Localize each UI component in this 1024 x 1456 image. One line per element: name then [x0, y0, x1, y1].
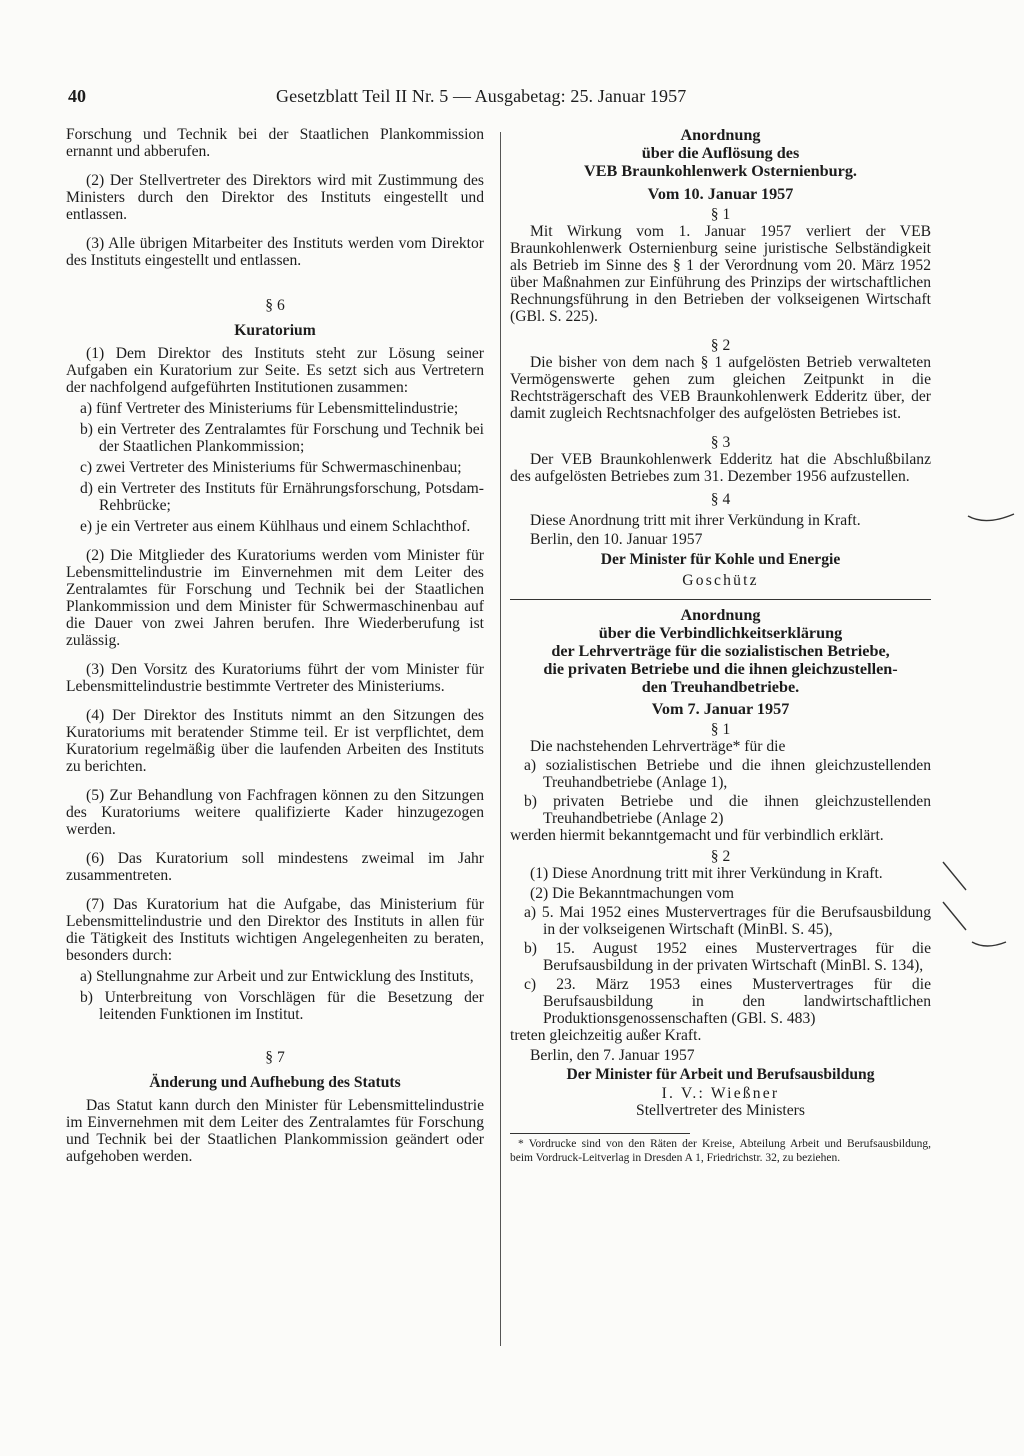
title-line: Anordnung [680, 126, 761, 144]
paragraph: (6) Das Kuratorium soll mindestens zweimal im Jahr zusammentreten. [66, 850, 484, 884]
right-column [510, 126, 931, 1165]
ordinance-title [510, 126, 931, 180]
list-item: a) sozialistischen Betriebe und die ihnen gleichzustellenden Treuhandbetriebe (Anlage 1), [524, 757, 931, 791]
paragraph: werden hiermit bekanntgemacht und für verbindlich erklärt. [510, 827, 884, 844]
signer-title: Der Minister für Arbeit und Berufsausbildung [566, 1066, 875, 1083]
margin-mark [970, 934, 1010, 952]
signer-role: Stellvertreter des Ministers [636, 1102, 805, 1119]
paragraph: Mit Wirkung vom 1. Januar 1957 verliert der VEB Braunkohlenwerk Osternienburg seine juristische Selbständigkeit als Betrieb im Sinne des § 1 der Verordnung vom 20. März 1952 über Maßnahmen zur Einführung des Prinzips der wirtschaftlichen Rechnungsführung in den Betrieben der volkseigenen Wirtschaft (GBl. S. 225). [510, 223, 931, 325]
title-line: über die Auflösung des [641, 144, 800, 162]
paragraph: (2) Der Stellvertreter des Direktors wird mit Zustimmung des Ministers durch den Direktor des Instituts eingestellt und entlassen. [66, 172, 484, 223]
list-item: b) privaten Betriebe und die ihnen gleichzustellenden Treuhandbetriebe (Anlage 2) [524, 793, 931, 827]
section-title: Änderung und Aufhebung des Statuts [149, 1074, 401, 1091]
paragraph: Das Statut kann durch den Minister für Lebensmittelindustrie im Einvernehmen mit dem Leiter des Zentralamtes für Forschung und Technik bei der Staatlichen Plankommission geändert oder aufgehoben werden. [66, 1097, 484, 1165]
ordinance-date: Vom 7. Januar 1957 [651, 700, 790, 718]
title-line: über die Verbindlichkeitserklärung [598, 624, 843, 642]
list-item: c) zwei Vertreter des Ministeriums für Schwermaschinenbau; [80, 459, 462, 476]
paragraph: Der VEB Braunkohlenwerk Edderitz hat die Abschlußbilanz des aufgelösten Betriebes zum 31. Dezember 1956 aufzustellen. [510, 451, 931, 485]
list-item: a) Stellungnahme zur Arbeit und zur Entwicklung des Instituts, [80, 968, 474, 985]
place-date: Berlin, den 10. Januar 1957 [530, 531, 703, 548]
margin-mark [940, 860, 970, 894]
margin-mark [966, 508, 1018, 528]
running-title: Gesetzblatt Teil II Nr. 5 — Ausgabetag: 25. Januar 1957 [276, 86, 687, 106]
paragraph: Diese Anordnung tritt mit ihrer Verkündung in Kraft. [530, 512, 861, 529]
section-number: § 1 [710, 721, 731, 738]
title-line: VEB Braunkohlenwerk Osternienburg. [584, 162, 857, 180]
list-item: a) 5. Mai 1952 eines Mustervertrages für die Berufsausbildung in der volkseigenen Wirtschaft (MinBl. S. 45), [524, 904, 931, 938]
page-number: 40 [68, 86, 86, 106]
signer-title: Der Minister für Kohle und Energie [600, 551, 841, 568]
paragraph: (5) Zur Behandlung von Fachfragen können zu den Sitzungen des Kuratoriums weitere qualifizierte Kader hinzugezogen werden. [66, 787, 484, 838]
ordinance-title [510, 606, 931, 696]
section-title: Kuratorium [234, 322, 316, 339]
section-number: § 7 [265, 1049, 285, 1066]
footnote-rule [510, 1133, 690, 1134]
signer-name: I. V.: Wießner [661, 1085, 780, 1102]
section-number: § 2 [710, 848, 731, 865]
title-line: den Treuhandbetriebe. [641, 678, 800, 696]
ordinance-date: Vom 10. Januar 1957 [647, 185, 794, 203]
left-column [66, 126, 484, 1165]
margin-mark [940, 900, 970, 934]
list-item: b) 15. August 1952 eines Mustervertrages für die Berufsausbildung in der privaten Wirtschaft (MinBl. S. 134), [524, 940, 931, 974]
section-divider [510, 599, 931, 600]
paragraph: (4) Der Direktor des Instituts nimmt an den Sitzungen des Kuratoriums mit beratender Stimme teil. Er ist verpflichtet, dem Kuratorium regelmäßig über die laufenden Arbeiten des Instituts zu berichten. [66, 707, 484, 775]
list-item: c) 23. März 1953 eines Mustervertrages für die Berufsausbildung in den landwirtschaftlichen Produktionsgenossenschaften (GBl. S. 483) [524, 976, 931, 1027]
section-number: § 2 [710, 337, 731, 354]
title-line: Anordnung [680, 606, 761, 624]
paragraph: (7) Das Kuratorium hat die Aufgabe, das Ministerium für Lebensmittelindustrie und den Direktor des Instituts in allen für die Tätigkeit des Instituts wichtigen Angelegenheiten zu beraten, besonders durch: [66, 896, 484, 964]
paragraph: Die nachstehenden Lehrverträge* für die [530, 738, 786, 755]
paragraph: (1) Dem Direktor des Instituts steht zur Lösung seiner Aufgaben ein Kuratorium zur Seite. Es setzt sich aus Vertretern der nachfolgend aufgeführten Institutionen zusammen: [66, 345, 484, 396]
list-item: e) je ein Vertreter aus einem Kühlhaus und einem Schlachthof. [80, 518, 471, 535]
paragraph: (2) Die Mitglieder des Kuratoriums werden vom Minister für Lebensmittelindustrie im Einvernehmen mit dem Leiter des Zentralamtes für Forschung und Technik bei der Staatlichen Plankommission und dem Minister für Schwermaschinenbau auf die Dauer von zwei Jahren berufen. Ihre Wiederberufung ist zulässig. [66, 547, 484, 649]
title-line: die privaten Betriebe und die ihnen gleichzustellen- [543, 660, 898, 678]
paragraph: (3) Den Vorsitz des Kuratoriums führt der vom Minister für Lebensmittelindustrie bestimmte Vertreter des Ministeriums. [66, 661, 484, 695]
signer-name: Goschütz [682, 572, 759, 589]
list-item: b) ein Vertreter des Zentralamtes für Forschung und Technik bei der Staatlichen Plankommission; [80, 421, 484, 455]
paragraph: treten gleichzeitig außer Kraft. [510, 1027, 702, 1044]
column-divider [500, 132, 501, 1346]
paragraph: (1) Diese Anordnung tritt mit ihrer Verkündung in Kraft. [530, 865, 883, 882]
paragraph: (2) Die Bekanntmachungen vom [530, 885, 734, 902]
paragraph: (3) Alle übrigen Mitarbeiter des Instituts werden vom Direktor des Instituts eingestellt und entlassen. [66, 235, 484, 269]
section-number: § 4 [710, 491, 731, 508]
list-item: d) ein Vertreter des Instituts für Ernährungsforschung, Potsdam-Rehbrücke; [80, 480, 484, 514]
list-item: b) Unterbreitung von Vorschlägen für die Besetzung der leitenden Funktionen im Institut. [80, 989, 484, 1023]
section-number: § 3 [710, 434, 731, 451]
footnote: * Vordrucke sind von den Räten der Kreise, Abteilung Arbeit und Berufsausbildung, beim Vordruck-Leitverlag in Dresden A 1, Friedrichstr. 32, zu beziehen. [510, 1138, 931, 1164]
paragraph: Die bisher von dem nach § 1 aufgelösten Betrieb verwalteten Vermögenswerte gehen zum gleichen Zeitpunkt in die Rechtsträgerschaft des VEB Braunkohlenwerk Edderitz über, der damit zugleich Rechtsnachfolger des aufgelösten Betriebes ist. [510, 354, 931, 422]
page-header [68, 86, 932, 110]
section-number: § 6 [265, 297, 285, 314]
list-item: a) fünf Vertreter des Ministeriums für Lebensmittelindustrie; [80, 400, 459, 417]
paragraph: Forschung und Technik bei der Staatlichen Plankommission ernannt und abberufen. [66, 126, 484, 160]
title-line: der Lehrverträge für die sozialistischen Betriebe, [551, 642, 890, 660]
place-date: Berlin, den 7. Januar 1957 [530, 1047, 695, 1064]
section-number: § 1 [710, 206, 731, 223]
